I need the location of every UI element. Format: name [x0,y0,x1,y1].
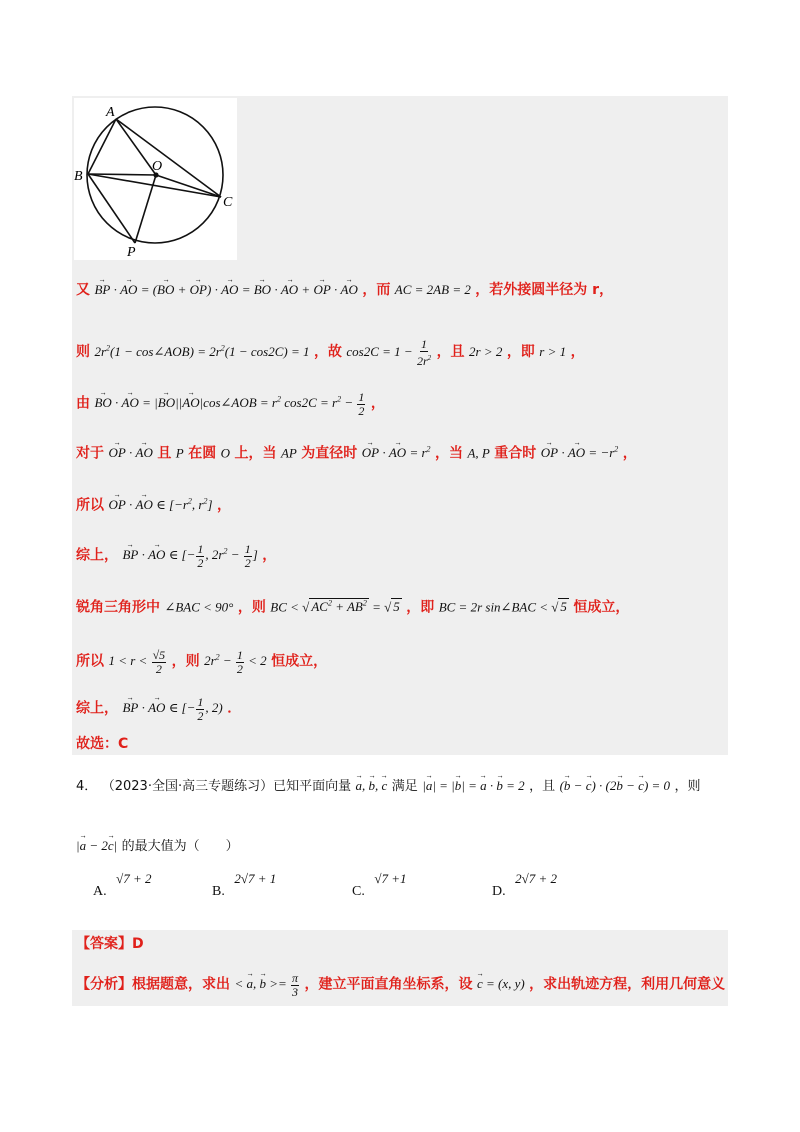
circle-figure [74,98,237,260]
analysis-label: 【分析】根据题意，求出 [76,976,230,993]
solution-line-9: 综上， → BP · → AO ∈ [− $\frac{1}{2}$ , 2) ． [76,696,241,723]
question-4-stem-2: |→ a − 2→ c| 的最大值为（ ） [76,836,239,857]
label-o: O [152,159,163,174]
solution-line-1: 又 → BP · → AO = (→ BO + → OP) · → AO = → BO · → AO + → OP · → AO ，而 AC = 2AB = 2 ，若外接圆半径为 r， [76,280,613,300]
option-c[interactable]: C. √7 +1 [352,871,407,899]
label-b: B [74,169,83,184]
label-p: P [127,245,136,260]
solution-line-3: 由 → BO · → AO = |→ BO||→ AO|cos∠AOB = $r^2$ $\cos 2C = r^2$ − $\frac{1}{2}$ ， [76,390,385,418]
question-source: （2023·全国·高三专题练习）已知平面向量 [101,779,352,794]
option-b[interactable]: B. 2√7 + 1 [212,871,277,899]
label-a: A [106,105,115,120]
answer-line [76,934,144,954]
solution-line-6: 综上， → BP · → AO ∈ [− $\frac{1}{2}$ , $2r^2$ − $\frac{1}{2}$ ] ， [76,542,276,570]
option-d[interactable]: D. 2√7 + 2 [492,871,558,899]
question-4-stem: 4． （2023·全国·高三专题练习）已知平面向量 → a, → b, → c 满足 |→ a| = |→ b| = → a · → b = 2 ，且 (→ b − → c) · (2→ b − → c) = 0 ，则 [76,776,701,797]
solution-line-8: 所以 1 < r < $\frac{√5}{2}$ ，则 $2r^2$ − $\frac{1}{2}$ < 2 恒成立， [76,647,328,676]
solution-line-7: 锐角三角形中 ∠BAC < 90° ，则 BC < √ $AC^2 + AB^2$ = √ 5 ，即 BC = 2r sin∠BAC < √ 5 恒成立， [76,599,630,616]
circle-diagram [74,98,237,260]
question-number: 4． [76,779,98,794]
solution-line-5: 所以 → OP · → AO ∈ [$-r^2$, $r^2$] ， [76,492,231,515]
solution-line-10: 故选：C [76,736,129,752]
option-a[interactable]: A. √7 + 2 [93,871,152,899]
solution-line-4: 对于 → OP · → AO 且 P 在圆 O 上，当 AP 为直径时 → OP · → AO = $r^2$ ，当 A, P 重合时 → OP · → AO = $-r^2$ ， [76,440,637,463]
solution-line-2: 则 $2r^2(1$ − cos∠AOB) = $2r^2(1 - \cos 2C) = 1$ ，故 cos2C = 1 − $\frac{1}{2r^2}$ ，且 2r > 2 ，即 r > 1 ， [76,337,585,368]
analysis-line: 【分析】根据题意，求出 < → a, → b >= $\frac{\pi}{3}$ ，建立平面直角坐标系，设 → c = (x, y) ，求出轨迹方程，利用几何意义 [76,972,725,999]
label-c: C [223,195,233,210]
answer-label: 【答案】D [76,936,144,952]
